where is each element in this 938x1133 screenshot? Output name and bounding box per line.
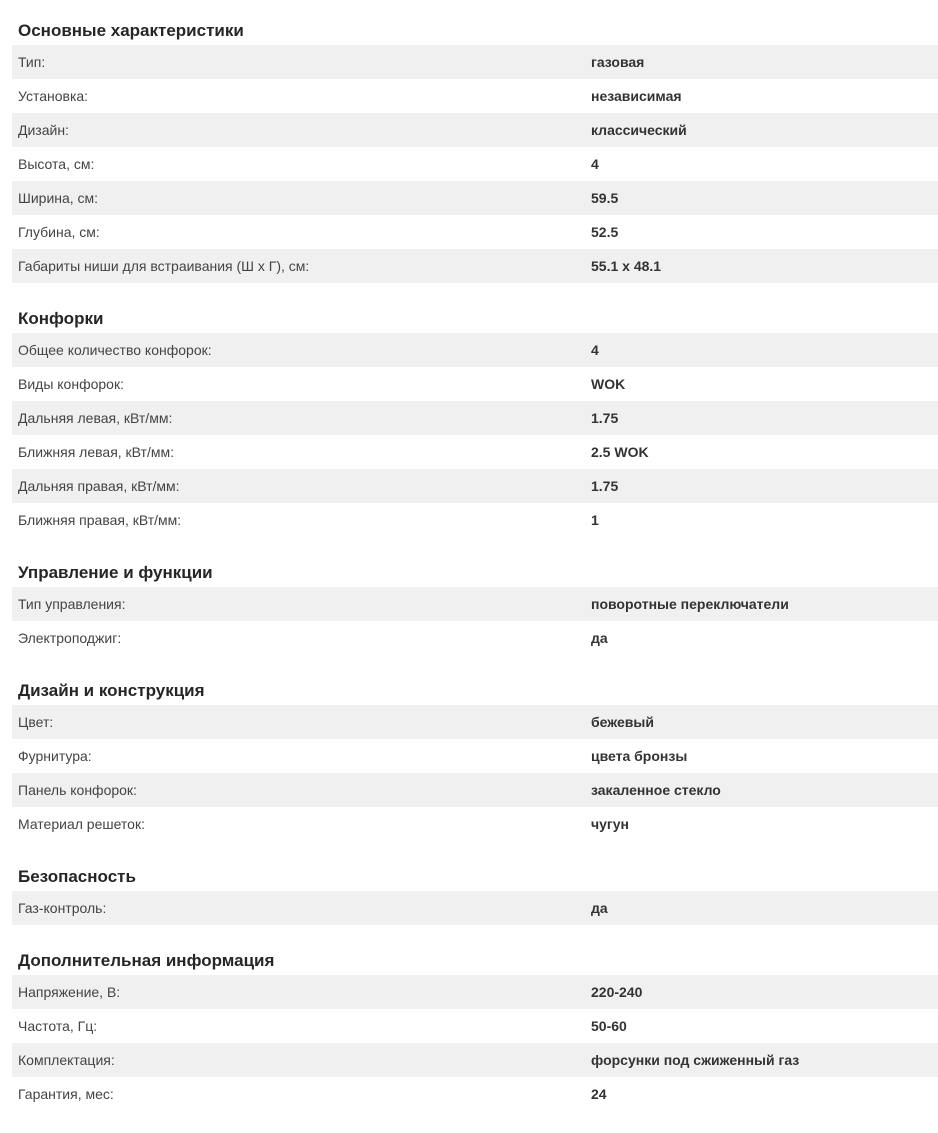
spec-value: газовая (591, 54, 645, 70)
section-title: Управление и функции (18, 563, 213, 582)
spec-label: Цвет: (18, 714, 54, 730)
spec-row (12, 705, 938, 739)
spec-row (12, 469, 938, 503)
spec-label: Ближняя правая, кВт/мм: (18, 512, 182, 528)
spec-row (12, 503, 938, 537)
spec-label: Дальняя левая, кВт/мм: (18, 410, 173, 426)
spec-label: Габариты ниши для встраивания (Ш x Г), см: (18, 258, 310, 274)
spec-row (12, 739, 938, 773)
spec-section-main (12, 12, 938, 283)
spec-value: 24 (591, 1086, 607, 1102)
spec-value: 50-60 (591, 1018, 627, 1034)
spec-value: независимая (591, 88, 682, 104)
spec-value: да (591, 630, 608, 646)
spec-row (12, 215, 938, 249)
spec-value: 4 (591, 156, 599, 172)
spec-row (12, 975, 938, 1009)
spec-label: Гарантия, мес: (18, 1086, 114, 1102)
spec-label: Дизайн: (18, 122, 69, 138)
spec-row (12, 891, 938, 925)
spec-value: 1.75 (591, 410, 619, 426)
section-title: Конфорки (18, 309, 104, 328)
spec-row (12, 367, 938, 401)
spec-row (12, 1077, 938, 1111)
spec-row (12, 249, 938, 283)
spec-table (12, 45, 938, 283)
spec-label: Напряжение, В: (18, 984, 121, 1000)
spec-label: Ширина, см: (18, 190, 99, 206)
spec-table (12, 587, 938, 655)
spec-table (12, 705, 938, 841)
spec-row (12, 45, 938, 79)
spec-value: 220-240 (591, 984, 643, 1000)
spec-label: Газ-контроль: (18, 900, 107, 916)
spec-label: Панель конфорок: (18, 782, 137, 798)
spec-value: цвета бронзы (591, 748, 688, 764)
spec-value: 55.1 x 48.1 (591, 258, 662, 274)
spec-value: бежевый (591, 714, 654, 730)
spec-section-safety (12, 858, 938, 925)
spec-row (12, 621, 938, 655)
spec-label: Фурнитура: (18, 748, 92, 764)
spec-row (12, 181, 938, 215)
spec-section-design (12, 672, 938, 841)
spec-label: Комплектация: (18, 1052, 115, 1068)
spec-value: закаленное стекло (591, 782, 721, 798)
section-title: Безопасность (18, 867, 136, 886)
spec-label: Установка: (18, 88, 89, 104)
spec-value: классический (591, 122, 687, 138)
spec-label: Частота, Гц: (18, 1018, 98, 1034)
section-title: Основные характеристики (18, 21, 244, 40)
spec-section-additional (12, 942, 938, 1111)
spec-label: Электроподжиг: (18, 630, 122, 646)
spec-row (12, 807, 938, 841)
spec-value: 52.5 (591, 224, 619, 240)
spec-row (12, 113, 938, 147)
specifications-list (12, 12, 938, 1128)
section-title: Дополнительная информация (18, 951, 275, 970)
spec-label: Высота, см: (18, 156, 95, 172)
spec-label: Глубина, см: (18, 224, 100, 240)
section-title: Дизайн и конструкция (18, 681, 205, 700)
spec-value: поворотные переключатели (591, 596, 789, 612)
spec-value: 59.5 (591, 190, 619, 206)
spec-table (12, 891, 938, 925)
spec-row (12, 79, 938, 113)
spec-label: Тип: (18, 54, 46, 70)
spec-value: WOK (591, 376, 626, 392)
spec-table (12, 975, 938, 1111)
spec-label: Тип управления: (18, 596, 126, 612)
spec-label: Общее количество конфорок: (18, 342, 212, 358)
spec-row (12, 435, 938, 469)
spec-value: чугун (591, 816, 629, 832)
spec-row (12, 1009, 938, 1043)
spec-row (12, 401, 938, 435)
spec-row (12, 333, 938, 367)
spec-row (12, 1043, 938, 1077)
spec-row (12, 587, 938, 621)
spec-value: 1.75 (591, 478, 619, 494)
spec-value: да (591, 900, 608, 916)
spec-value: 2.5 WOK (591, 444, 649, 460)
spec-table (12, 333, 938, 537)
spec-section-burners (12, 300, 938, 537)
spec-label: Виды конфорок: (18, 376, 124, 392)
spec-value: 1 (591, 512, 599, 528)
spec-label: Дальняя правая, кВт/мм: (18, 478, 180, 494)
spec-label: Ближняя левая, кВт/мм: (18, 444, 174, 460)
spec-value: форсунки под сжиженный газ (591, 1052, 800, 1068)
spec-value: 4 (591, 342, 599, 358)
spec-row (12, 773, 938, 807)
spec-section-controls (12, 554, 938, 655)
spec-label: Материал решеток: (18, 816, 145, 832)
spec-row (12, 147, 938, 181)
